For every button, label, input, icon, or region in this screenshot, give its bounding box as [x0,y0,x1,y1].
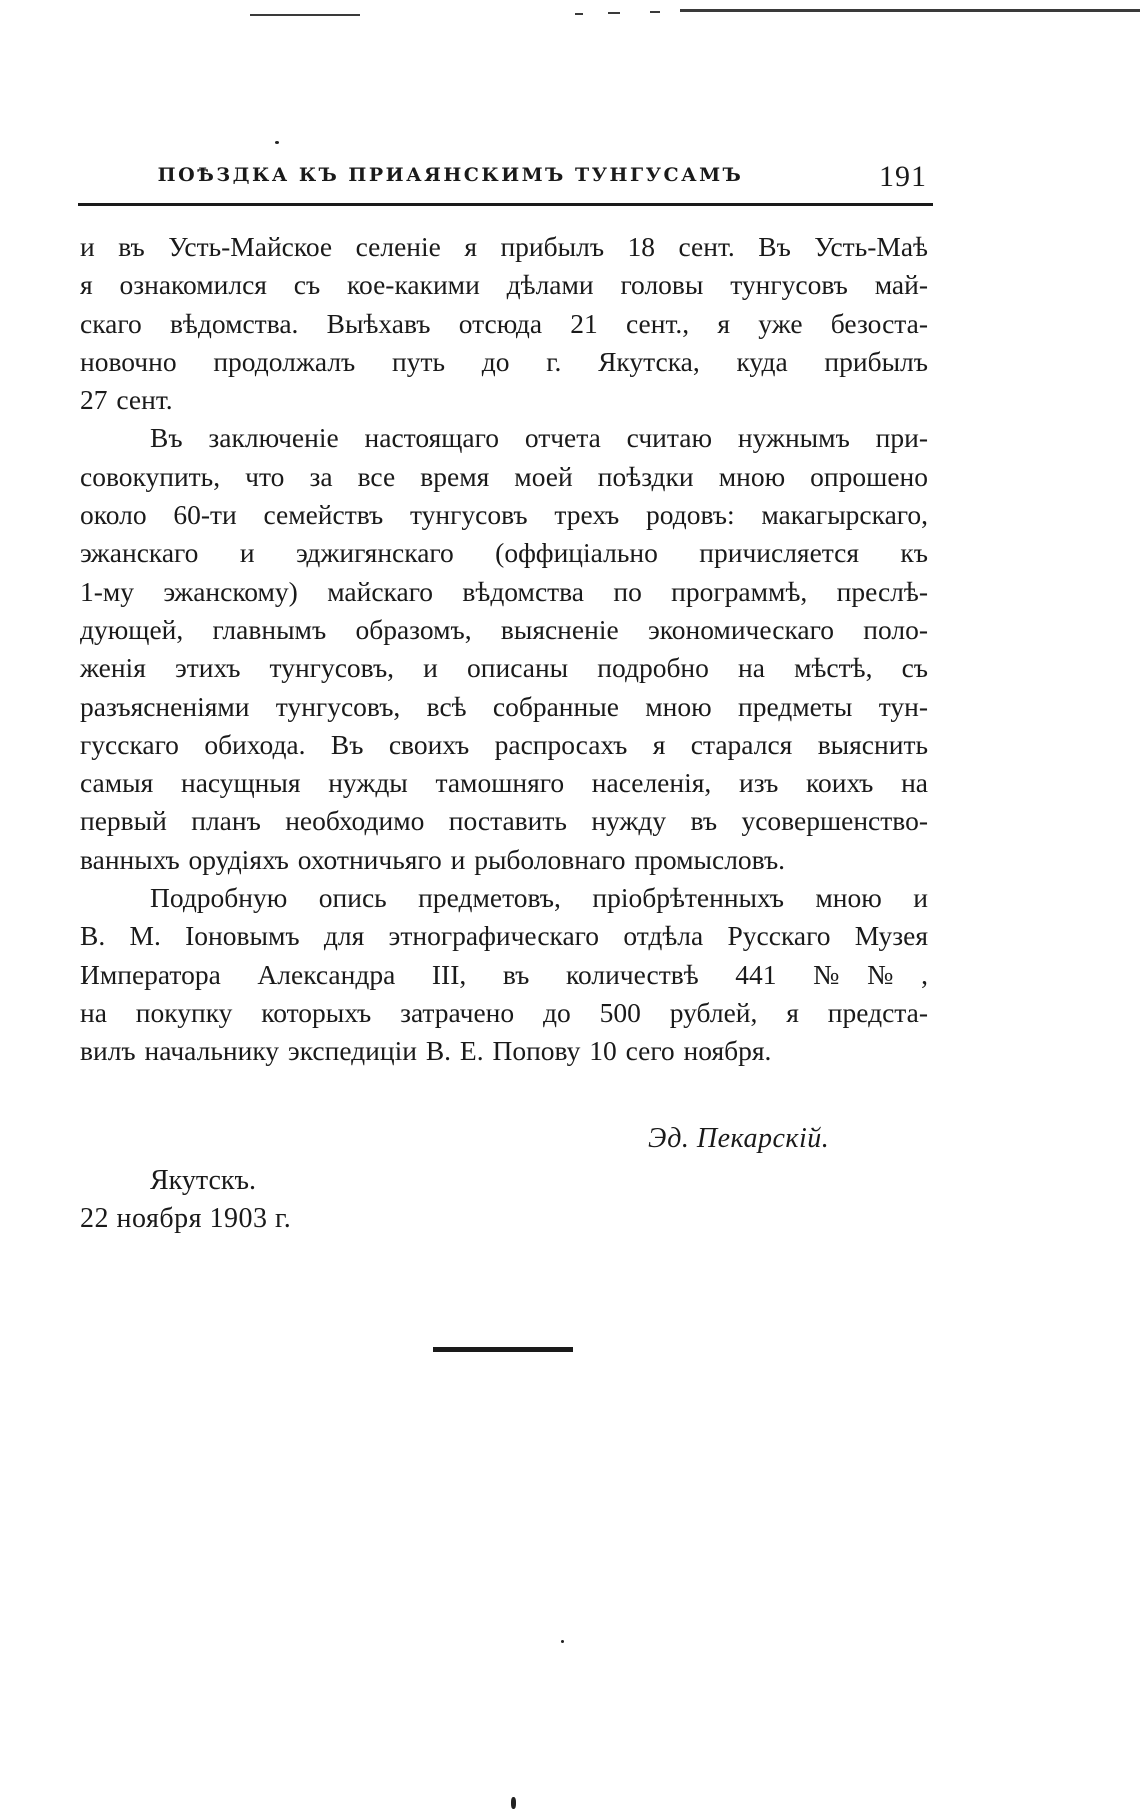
author-signature: Эд. Пекарскій. [648,1123,830,1154]
text-line: новочно продолжалъ путь до г. Якутска, куда прибылъ [80,345,928,377]
scan-artifact-line [608,12,620,14]
scan-speck [561,1640,564,1643]
text-line: ванныхъ орудіяхъ охотничьяго и рыболовнаго промысловъ. [80,843,786,875]
text-line: скаго вѣдомства. Выѣхавъ отсюда 21 сент., я уже безоста- [80,307,928,339]
text-line: Императора Александра III, въ количествѣ 441 №№, [80,958,928,990]
date-line: 22 ноября 1903 г. [80,1203,292,1234]
running-title: ПОѢЗДКА КЪ ПРИАЯНСКИМЪ ТУНГУСАМЪ [157,164,744,186]
page-header [78,160,933,200]
header-rule [78,203,933,206]
text-line: самыя насущныя нужды тамошняго населенія, изъ коихъ на [80,767,928,799]
main-text [80,228,928,1071]
text-line: я ознакомился съ кое-какими дѣлами головы тунгусовъ май- [80,269,928,301]
scan-artifact-line [650,11,660,13]
text-line: женія этихъ тунгусовъ, и описаны подробно на мѣстѣ, съ [80,652,928,684]
scan-speck [511,1797,516,1809]
scan-artifact-line [575,13,583,15]
text-line: дующей, главнымъ образомъ, выясненіе экономическаго поло- [80,613,928,645]
text-line: разъясненіями тунгусовъ, всѣ собранные мною предметы тун- [80,690,928,722]
text-line: 1-му эжанскому) майскаго вѣдомства по программѣ, преслѣ- [80,575,928,607]
place-line: Якутскъ. [150,1165,256,1196]
text-line: первый планъ необходимо поставить нужду въ усовершенство- [80,805,928,837]
text-line: Подробную опись предметовъ, пріобрѣтенныхъ мною и [150,882,928,914]
text-line: и въ Усть-Майское селеніе я прибылъ 18 сент. Въ Усть-Маѣ [80,231,928,262]
text-line: 27 сент. [80,384,173,416]
scan-artifact-line [680,9,1140,12]
page-number: 191 [879,160,927,193]
scan-speck [275,141,279,144]
text-line: вилъ начальнику экспедиціи В. Е. Попову 10 сего ноября. [80,1035,772,1067]
closing-rule [433,1347,573,1352]
text-line: на покупку которыхъ затрачено до 500 рублей, я предста- [80,996,928,1028]
text-line: совокупить, что за все время моей поѣздки мною опрошено [80,460,928,492]
text-line: Въ заключеніе настоящаго отчета считаю нужнымъ при- [150,422,928,454]
text-line: В. М. Іоновымъ для этнографическаго отдѣла Русскаго Музея [80,920,928,952]
text-line: эжанскаго и эджигянскаго (оффиціально причисляется къ [80,537,928,569]
scan-artifact-line [250,14,360,16]
text-line: гусскаго обихода. Въ своихъ распросахъ я старался выяснить [80,728,928,760]
text-line: около 60-ти семействъ тунгусовъ трехъ родовъ: макагырскаго, [80,499,928,531]
